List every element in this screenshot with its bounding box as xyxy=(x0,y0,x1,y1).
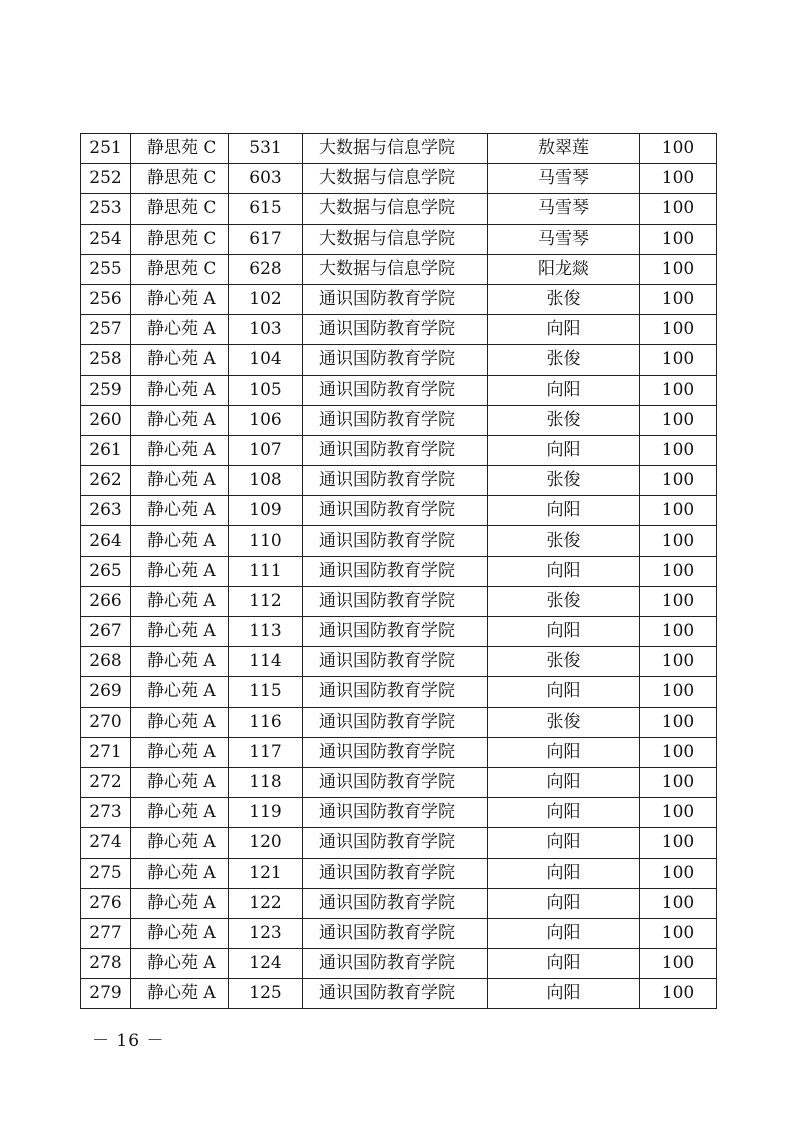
college-cell: 通识国防教育学院 xyxy=(303,707,488,737)
table-row xyxy=(81,918,717,948)
room-cell: 122 xyxy=(229,888,303,918)
name-cell: 向阳 xyxy=(488,556,640,586)
college-cell: 通识国防教育学院 xyxy=(303,677,488,707)
name-cell: 马雪琴 xyxy=(488,224,640,254)
name-cell: 向阳 xyxy=(488,617,640,647)
score-cell: 100 xyxy=(640,586,717,616)
room-cell: 117 xyxy=(229,737,303,767)
row-index-cell: 263 xyxy=(81,496,131,526)
table-row xyxy=(81,254,717,284)
building-cell: 静心苑 A xyxy=(131,405,229,435)
name-cell: 向阳 xyxy=(488,496,640,526)
college-cell: 通识国防教育学院 xyxy=(303,918,488,948)
name-cell: 张俊 xyxy=(488,586,640,616)
building-cell: 静心苑 A xyxy=(131,375,229,405)
college-cell: 通识国防教育学院 xyxy=(303,767,488,797)
score-cell: 100 xyxy=(640,164,717,194)
score-cell: 100 xyxy=(640,315,717,345)
building-cell: 静心苑 A xyxy=(131,556,229,586)
table-row xyxy=(81,164,717,194)
room-cell: 531 xyxy=(229,134,303,164)
table-row xyxy=(81,466,717,496)
name-cell: 敖翠莲 xyxy=(488,134,640,164)
score-cell: 100 xyxy=(640,466,717,496)
table-row xyxy=(81,888,717,918)
college-cell: 通识国防教育学院 xyxy=(303,345,488,375)
building-cell: 静心苑 A xyxy=(131,767,229,797)
building-cell: 静心苑 A xyxy=(131,707,229,737)
room-cell: 106 xyxy=(229,405,303,435)
page-number: － 16 － xyxy=(92,1031,165,1051)
room-cell: 121 xyxy=(229,858,303,888)
score-cell: 100 xyxy=(640,888,717,918)
name-cell: 向阳 xyxy=(488,767,640,797)
college-cell: 通识国防教育学院 xyxy=(303,828,488,858)
row-index-cell: 253 xyxy=(81,194,131,224)
score-cell: 100 xyxy=(640,677,717,707)
table-row xyxy=(81,345,717,375)
name-cell: 向阳 xyxy=(488,979,640,1009)
building-cell: 静心苑 A xyxy=(131,979,229,1009)
room-cell: 603 xyxy=(229,164,303,194)
row-index-cell: 266 xyxy=(81,586,131,616)
row-index-cell: 273 xyxy=(81,798,131,828)
row-index-cell: 277 xyxy=(81,918,131,948)
room-cell: 104 xyxy=(229,345,303,375)
score-cell: 100 xyxy=(640,647,717,677)
score-cell: 100 xyxy=(640,345,717,375)
table-row xyxy=(81,798,717,828)
table-row xyxy=(81,828,717,858)
room-cell: 115 xyxy=(229,677,303,707)
name-cell: 向阳 xyxy=(488,737,640,767)
table-row xyxy=(81,315,717,345)
row-index-cell: 272 xyxy=(81,767,131,797)
row-index-cell: 270 xyxy=(81,707,131,737)
score-cell: 100 xyxy=(640,737,717,767)
table-row xyxy=(81,405,717,435)
room-cell: 114 xyxy=(229,647,303,677)
score-cell: 100 xyxy=(640,828,717,858)
score-cell: 100 xyxy=(640,254,717,284)
room-cell: 102 xyxy=(229,284,303,314)
row-index-cell: 268 xyxy=(81,647,131,677)
college-cell: 通识国防教育学院 xyxy=(303,858,488,888)
name-cell: 张俊 xyxy=(488,345,640,375)
college-cell: 通识国防教育学院 xyxy=(303,466,488,496)
room-cell: 105 xyxy=(229,375,303,405)
row-index-cell: 257 xyxy=(81,315,131,345)
score-cell: 100 xyxy=(640,405,717,435)
score-cell: 100 xyxy=(640,526,717,556)
name-cell: 张俊 xyxy=(488,526,640,556)
building-cell: 静心苑 A xyxy=(131,888,229,918)
room-cell: 123 xyxy=(229,918,303,948)
score-cell: 100 xyxy=(640,435,717,465)
table-row xyxy=(81,496,717,526)
name-cell: 向阳 xyxy=(488,828,640,858)
table-row xyxy=(81,556,717,586)
room-cell: 116 xyxy=(229,707,303,737)
row-index-cell: 278 xyxy=(81,949,131,979)
building-cell: 静心苑 A xyxy=(131,949,229,979)
table-row xyxy=(81,526,717,556)
building-cell: 静心苑 A xyxy=(131,526,229,556)
college-cell: 通识国防教育学院 xyxy=(303,979,488,1009)
name-cell: 马雪琴 xyxy=(488,164,640,194)
row-index-cell: 260 xyxy=(81,405,131,435)
row-index-cell: 264 xyxy=(81,526,131,556)
college-cell: 大数据与信息学院 xyxy=(303,224,488,254)
table-row xyxy=(81,979,717,1009)
building-cell: 静心苑 A xyxy=(131,858,229,888)
row-index-cell: 252 xyxy=(81,164,131,194)
score-cell: 100 xyxy=(640,707,717,737)
score-cell: 100 xyxy=(640,918,717,948)
college-cell: 通识国防教育学院 xyxy=(303,375,488,405)
room-cell: 110 xyxy=(229,526,303,556)
row-index-cell: 259 xyxy=(81,375,131,405)
row-index-cell: 276 xyxy=(81,888,131,918)
room-cell: 103 xyxy=(229,315,303,345)
table-row xyxy=(81,767,717,797)
room-cell: 107 xyxy=(229,435,303,465)
room-cell: 119 xyxy=(229,798,303,828)
name-cell: 向阳 xyxy=(488,918,640,948)
name-cell: 马雪琴 xyxy=(488,194,640,224)
building-cell: 静心苑 A xyxy=(131,918,229,948)
room-cell: 628 xyxy=(229,254,303,284)
name-cell: 向阳 xyxy=(488,435,640,465)
table-row xyxy=(81,949,717,979)
building-cell: 静思苑 C xyxy=(131,134,229,164)
row-index-cell: 275 xyxy=(81,858,131,888)
building-cell: 静思苑 C xyxy=(131,254,229,284)
score-cell: 100 xyxy=(640,767,717,797)
table-row xyxy=(81,617,717,647)
score-cell: 100 xyxy=(640,617,717,647)
college-cell: 通识国防教育学院 xyxy=(303,949,488,979)
score-cell: 100 xyxy=(640,375,717,405)
room-cell: 617 xyxy=(229,224,303,254)
room-cell: 112 xyxy=(229,586,303,616)
table-row xyxy=(81,284,717,314)
row-index-cell: 267 xyxy=(81,617,131,647)
row-index-cell: 265 xyxy=(81,556,131,586)
name-cell: 向阳 xyxy=(488,677,640,707)
building-cell: 静心苑 A xyxy=(131,828,229,858)
room-cell: 125 xyxy=(229,979,303,1009)
room-cell: 113 xyxy=(229,617,303,647)
name-cell: 向阳 xyxy=(488,798,640,828)
table-row xyxy=(81,677,717,707)
table-row xyxy=(81,586,717,616)
building-cell: 静心苑 A xyxy=(131,315,229,345)
name-cell: 张俊 xyxy=(488,466,640,496)
college-cell: 通识国防教育学院 xyxy=(303,315,488,345)
name-cell: 张俊 xyxy=(488,405,640,435)
building-cell: 静心苑 A xyxy=(131,345,229,375)
building-cell: 静思苑 C xyxy=(131,194,229,224)
college-cell: 大数据与信息学院 xyxy=(303,164,488,194)
score-cell: 100 xyxy=(640,949,717,979)
score-cell: 100 xyxy=(640,224,717,254)
score-cell: 100 xyxy=(640,556,717,586)
name-cell: 张俊 xyxy=(488,707,640,737)
table-row xyxy=(81,737,717,767)
college-cell: 通识国防教育学院 xyxy=(303,888,488,918)
college-cell: 通识国防教育学院 xyxy=(303,556,488,586)
table-row xyxy=(81,224,717,254)
score-cell: 100 xyxy=(640,496,717,526)
table-body xyxy=(81,134,717,1009)
score-cell: 100 xyxy=(640,194,717,224)
row-index-cell: 279 xyxy=(81,979,131,1009)
row-index-cell: 255 xyxy=(81,254,131,284)
score-cell: 100 xyxy=(640,134,717,164)
score-cell: 100 xyxy=(640,858,717,888)
building-cell: 静心苑 A xyxy=(131,617,229,647)
table-row xyxy=(81,707,717,737)
building-cell: 静思苑 C xyxy=(131,164,229,194)
building-cell: 静心苑 A xyxy=(131,284,229,314)
room-cell: 108 xyxy=(229,466,303,496)
name-cell: 张俊 xyxy=(488,647,640,677)
building-cell: 静心苑 A xyxy=(131,466,229,496)
row-index-cell: 269 xyxy=(81,677,131,707)
name-cell: 向阳 xyxy=(488,949,640,979)
name-cell: 向阳 xyxy=(488,858,640,888)
score-cell: 100 xyxy=(640,284,717,314)
college-cell: 通识国防教育学院 xyxy=(303,647,488,677)
building-cell: 静思苑 C xyxy=(131,224,229,254)
room-cell: 124 xyxy=(229,949,303,979)
college-cell: 大数据与信息学院 xyxy=(303,134,488,164)
room-cell: 111 xyxy=(229,556,303,586)
name-cell: 阳龙燚 xyxy=(488,254,640,284)
row-index-cell: 274 xyxy=(81,828,131,858)
row-index-cell: 261 xyxy=(81,435,131,465)
name-cell: 向阳 xyxy=(488,888,640,918)
table-row xyxy=(81,134,717,164)
college-cell: 大数据与信息学院 xyxy=(303,254,488,284)
name-cell: 向阳 xyxy=(488,375,640,405)
name-cell: 向阳 xyxy=(488,315,640,345)
college-cell: 通识国防教育学院 xyxy=(303,284,488,314)
college-cell: 通识国防教育学院 xyxy=(303,617,488,647)
table-row xyxy=(81,194,717,224)
college-cell: 通识国防教育学院 xyxy=(303,435,488,465)
college-cell: 通识国防教育学院 xyxy=(303,737,488,767)
row-index-cell: 254 xyxy=(81,224,131,254)
data-table xyxy=(80,133,717,1009)
table-row xyxy=(81,858,717,888)
college-cell: 通识国防教育学院 xyxy=(303,586,488,616)
college-cell: 通识国防教育学院 xyxy=(303,496,488,526)
building-cell: 静心苑 A xyxy=(131,496,229,526)
room-cell: 120 xyxy=(229,828,303,858)
building-cell: 静心苑 A xyxy=(131,435,229,465)
room-cell: 615 xyxy=(229,194,303,224)
building-cell: 静心苑 A xyxy=(131,737,229,767)
building-cell: 静心苑 A xyxy=(131,586,229,616)
score-cell: 100 xyxy=(640,979,717,1009)
row-index-cell: 251 xyxy=(81,134,131,164)
table-row xyxy=(81,375,717,405)
row-index-cell: 258 xyxy=(81,345,131,375)
building-cell: 静心苑 A xyxy=(131,677,229,707)
room-cell: 118 xyxy=(229,767,303,797)
row-index-cell: 256 xyxy=(81,284,131,314)
building-cell: 静心苑 A xyxy=(131,647,229,677)
table-row xyxy=(81,647,717,677)
college-cell: 通识国防教育学院 xyxy=(303,526,488,556)
name-cell: 张俊 xyxy=(488,284,640,314)
row-index-cell: 271 xyxy=(81,737,131,767)
building-cell: 静心苑 A xyxy=(131,798,229,828)
college-cell: 通识国防教育学院 xyxy=(303,405,488,435)
college-cell: 通识国防教育学院 xyxy=(303,798,488,828)
score-cell: 100 xyxy=(640,798,717,828)
table-row xyxy=(81,435,717,465)
row-index-cell: 262 xyxy=(81,466,131,496)
college-cell: 大数据与信息学院 xyxy=(303,194,488,224)
room-cell: 109 xyxy=(229,496,303,526)
